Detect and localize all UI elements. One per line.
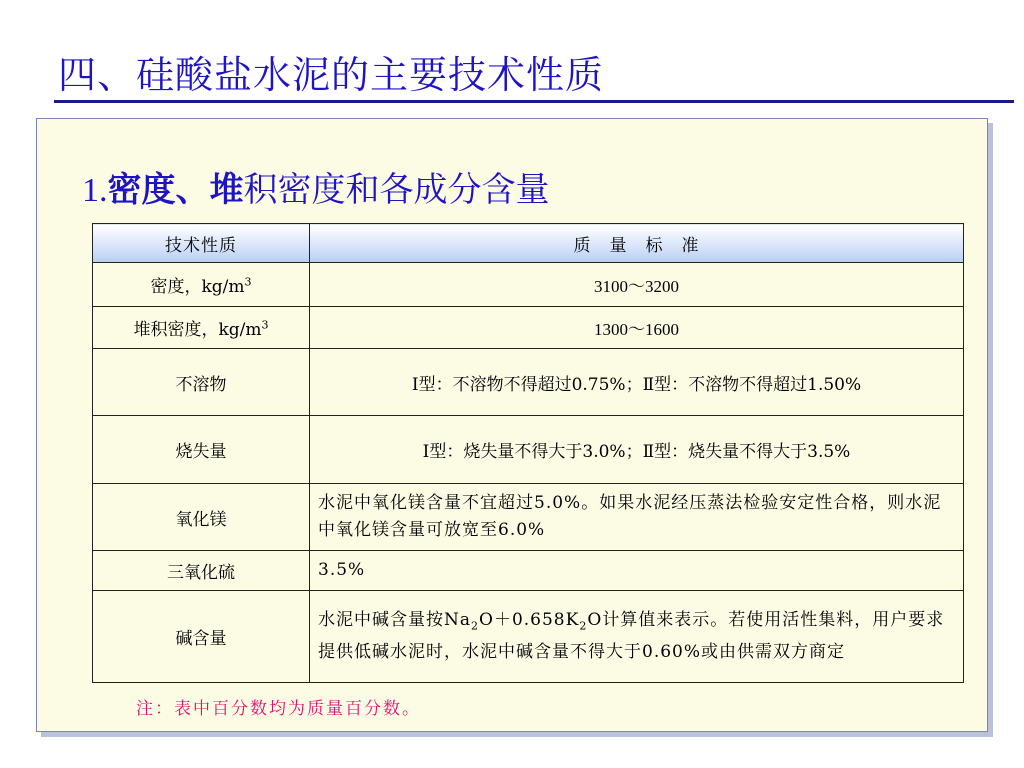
row-value-loss-on-ignition: Ⅰ型：烧失量不得大于3.0%；Ⅱ型：烧失量不得大于3.5%: [310, 416, 964, 484]
table-row: [93, 349, 964, 416]
row-value-bulk-density: 1300～1600: [310, 307, 964, 349]
row-value-density: 3100～3200: [310, 263, 964, 307]
alkali-text-2: O＋0.658K: [479, 609, 580, 630]
header-property: 技术性质: [93, 224, 310, 263]
subtitle-bold-part: 密度、堆: [107, 170, 244, 210]
table-row: [93, 591, 964, 683]
bulk-density-label-sup: 3: [261, 318, 269, 332]
slide-title: 四、硅酸盐水泥的主要技术性质: [58, 53, 605, 97]
table-row: [93, 416, 964, 484]
row-label-bulk-density: [93, 307, 310, 349]
subtitle-number: 1.: [82, 172, 108, 209]
header-standard: 质 量 标 准: [310, 224, 964, 263]
table-row: [93, 307, 964, 349]
density-label-sup: 3: [244, 275, 252, 289]
row-label-insoluble: 不溶物: [93, 349, 310, 416]
table-row: [93, 263, 964, 307]
density-label-text: 密度，kg/m: [150, 277, 245, 297]
alkali-text-1: 水泥中碱含量按Na: [318, 609, 472, 630]
row-label-so3: 三氧化硫: [93, 551, 310, 591]
bulk-density-label-text: 堆积密度，kg/m: [133, 320, 262, 340]
alkali-sub-2: 2: [579, 619, 588, 633]
title-underline: [54, 100, 1014, 103]
properties-table: [92, 223, 964, 683]
table-row: [93, 484, 964, 551]
alkali-sub-1: 2: [471, 619, 480, 633]
section-subtitle: [82, 162, 550, 211]
row-value-alkali: [310, 591, 964, 683]
row-value-insoluble: Ⅰ型：不溶物不得超过0.75%；Ⅱ型：不溶物不得超过1.50%: [310, 349, 964, 416]
subtitle-rest: 积密度和各成分含量: [243, 170, 550, 210]
row-label-magnesia: 氧化镁: [93, 484, 310, 551]
row-value-magnesia: 水泥中氧化镁含量不宜超过5.0%。如果水泥经压蒸法检验安定性合格，则水泥中氧化镁含量可放宽至6.0%: [310, 484, 964, 551]
footnote: 注：表中百分数均为质量百分数。: [136, 699, 421, 719]
table-header-row: [93, 224, 964, 263]
row-label-loss-on-ignition: 烧失量: [93, 416, 310, 484]
row-value-so3: 3.5%: [310, 551, 964, 591]
alkali-text-3: O计算值来表示。若使用活性集料，用户要求提供低碱水泥时，水泥中碱含量不得大于0.60%或由供需双方商定: [318, 609, 945, 663]
row-label-density: [93, 263, 310, 307]
table-row: [93, 551, 964, 591]
row-label-alkali: 碱含量: [93, 591, 310, 683]
